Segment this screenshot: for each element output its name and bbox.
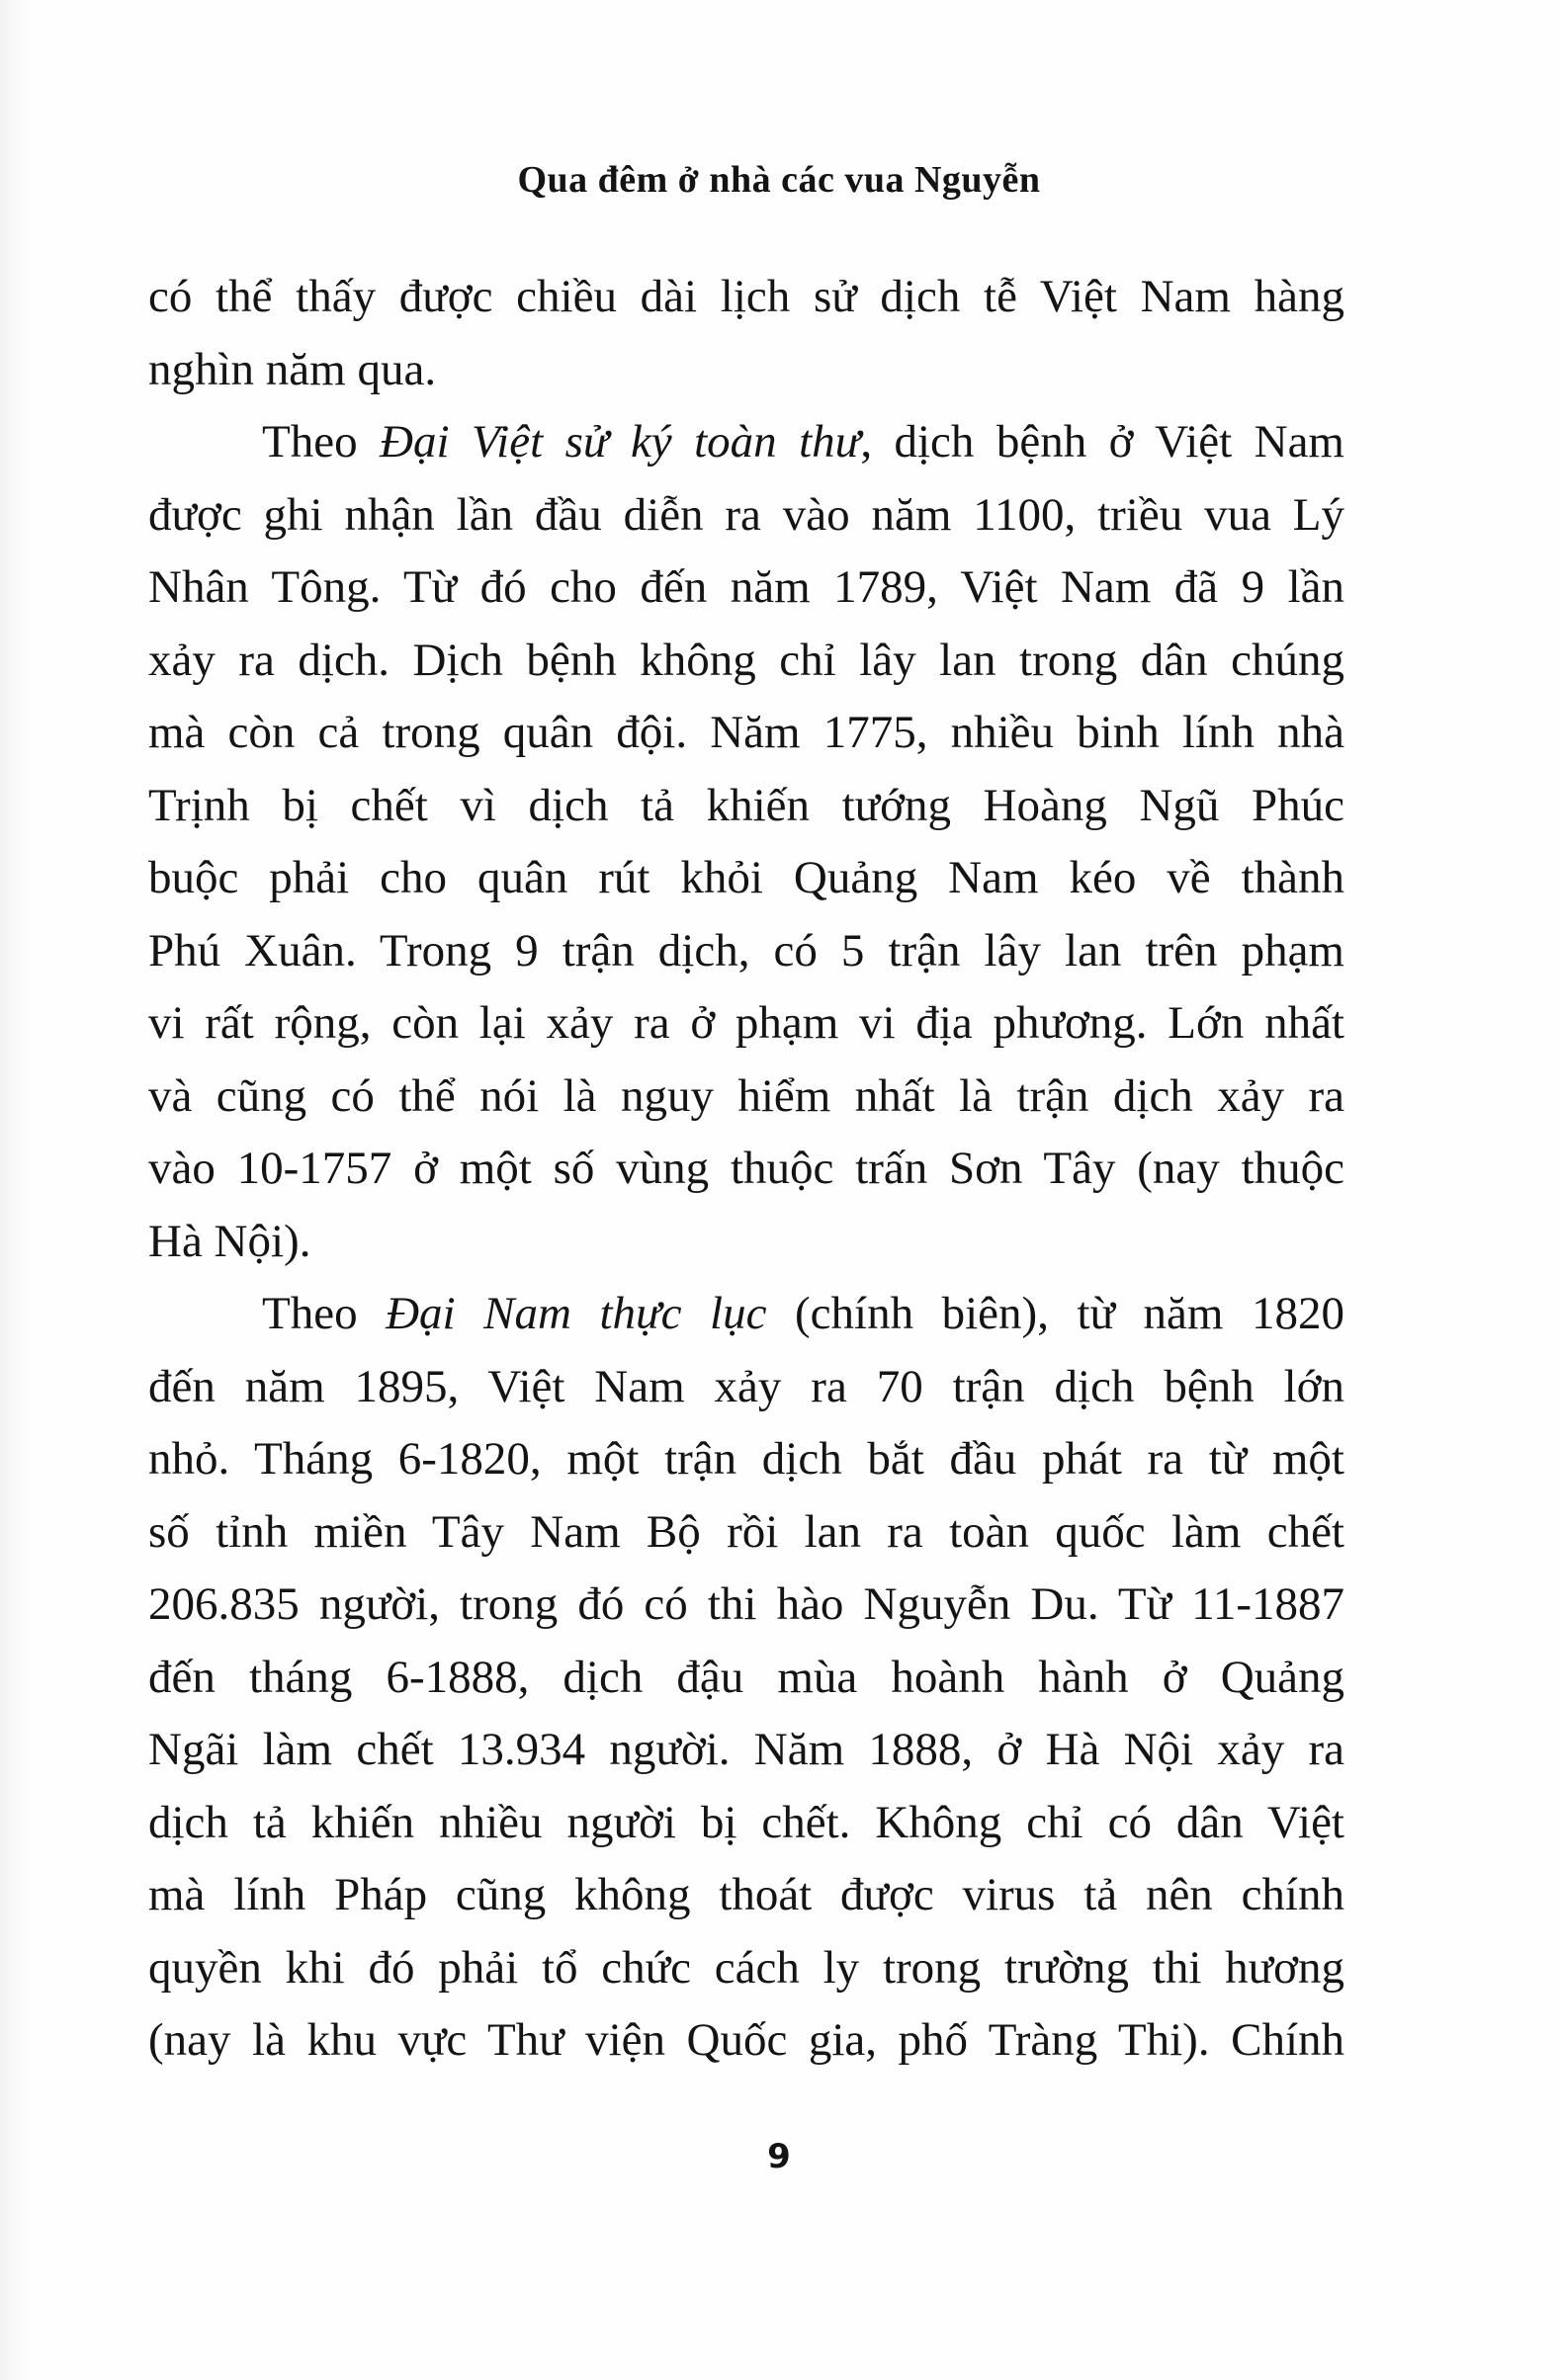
book-title-italic: Đại Nam thực lục: [386, 1288, 767, 1339]
text-line: Theo Đại Nam thực lục (chính biên), từ năm 1820: [262, 1288, 1344, 1339]
book-title-italic: Đại Việt sử ký toàn thư: [380, 416, 861, 468]
page-edge-shadow: [0, 0, 30, 2380]
text-line: Nhân Tông. Từ đó cho đến năm 1789, Việt Nam đã 9 lần: [148, 561, 1344, 613]
text-line: dịch tả khiến nhiều người bị chết. Không chỉ có dân Việt: [148, 1796, 1344, 1848]
text-line: buộc phải cho quân rút khỏi Quảng Nam kéo về thành: [148, 852, 1344, 903]
text-line: Hà Nội).: [148, 1215, 311, 1267]
text-line: Ngãi làm chết 13.934 người. Năm 1888, ở Hà Nội xảy ra: [148, 1724, 1344, 1775]
text-line: mà lính Pháp cũng không thoát được virus tả nên chính: [148, 1869, 1344, 1920]
text-line: vi rất rộng, còn lại xảy ra ở phạm vi địa phương. Lớn nhất: [148, 997, 1344, 1049]
text-line: đến năm 1895, Việt Nam xảy ra 70 trận dịch bệnh lớn: [148, 1360, 1344, 1412]
text-line: Theo Đại Việt sử ký toàn thư, dịch bệnh ở Việt Nam: [262, 416, 1344, 468]
text-line: xảy ra dịch. Dịch bệnh không chỉ lây lan trong dân chúng: [148, 634, 1344, 686]
running-header: Qua đêm ở nhà các vua Nguyễn: [517, 159, 1041, 201]
text-line: có thể thấy được chiều dài lịch sử dịch tễ Việt Nam hàng: [148, 271, 1344, 322]
text-line: 206.835 người, trong đó có thi hào Nguyễn Du. Từ 11-1887: [148, 1578, 1344, 1630]
text-line: quyền khi đó phải tổ chức cách ly trong trường thi hương: [148, 1941, 1344, 1994]
body-text: [148, 261, 1344, 2078]
text-line: số tỉnh miền Tây Nam Bộ rồi lan ra toàn quốc làm chết: [148, 1505, 1344, 1558]
text-line: vào 10-1757 ở một số vùng thuộc trấn Sơn Tây (nay thuộc: [148, 1143, 1344, 1194]
text-line: và cũng có thể nói là nguy hiểm nhất là trận dịch xảy ra: [148, 1069, 1344, 1122]
text-line: (nay là khu vực Thư viện Quốc gia, phố Tràng Thi). Chính: [148, 2014, 1344, 2066]
text-line: Phú Xuân. Trong 9 trận dịch, có 5 trận lây lan trên phạm: [148, 924, 1344, 977]
text-line: mà còn cả trong quân đội. Năm 1775, nhiều binh lính nhà: [148, 707, 1344, 758]
text-line: đến tháng 6-1888, dịch đậu mùa hoành hành ở Quảng: [148, 1651, 1344, 1703]
page-number: 9: [767, 2137, 791, 2176]
text-line: Trịnh bị chết vì dịch tả khiến tướng Hoàng Ngũ Phúc: [148, 779, 1344, 831]
text-line: nghìn năm qua.: [148, 343, 437, 395]
text-line: nhỏ. Tháng 6-1820, một trận dịch bắt đầu phát ra từ một: [148, 1433, 1344, 1485]
text-line: được ghi nhận lần đầu diễn ra vào năm 1100, triều vua Lý: [148, 488, 1344, 541]
